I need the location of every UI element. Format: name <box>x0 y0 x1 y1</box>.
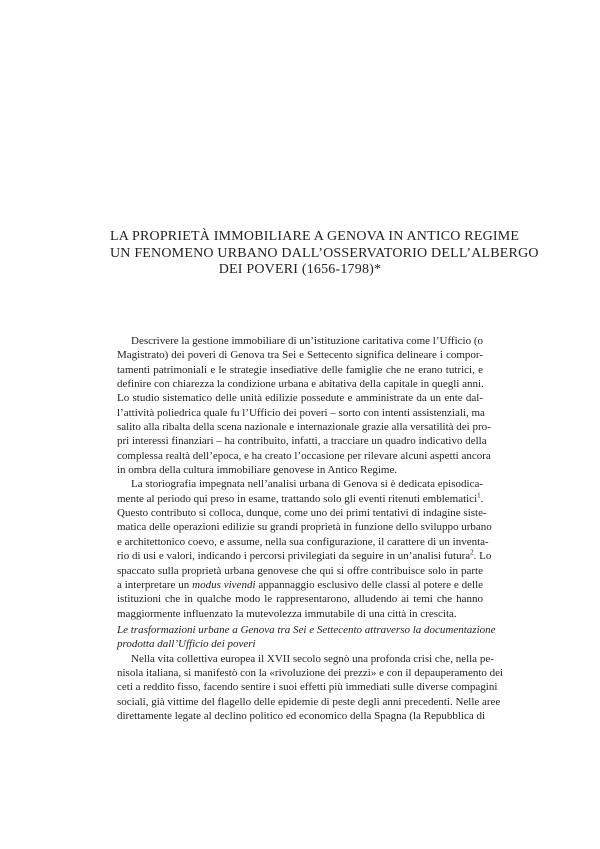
article-body <box>117 334 504 723</box>
text-line: l’attività poliedrica quale fu l’Ufficio dei poveri – sorto con intenti assistenziali, ma <box>117 406 485 419</box>
title-line-3: DEI POVERI (1656-1798)* <box>218 262 382 277</box>
text-line: tamenti patrimoniali e le strategie insediative delle famiglie che ne erano tutrici, e <box>117 363 483 376</box>
text-line: maggiormente influenzato la mutevolezza immutabile di una città in crescita. <box>117 607 457 620</box>
paragraph-1 <box>117 334 491 477</box>
text-line: Questo contributo si colloca, dunque, come uno dei primi tentativi di indagine siste- <box>117 507 487 520</box>
text-line: in ombra della cultura immobiliare genovese in Antico Regime. <box>117 464 398 477</box>
italic-term: modus vivendi <box>192 578 256 591</box>
section-heading <box>117 623 496 652</box>
text-fragment: rio di usi e valori, indicando i percorsi privilegiati da seguire in un’analisi futura <box>117 550 471 563</box>
text-line: pri interessi finanziari – ha contribuito, infatti, a tracciare un quadro indicativo della <box>117 435 487 448</box>
text-line: sociali, già vittime del flagello delle epidemie di peste degli anni precedenti. Nelle aree <box>117 695 501 708</box>
text-line: complessa realtà dell’epoca, e ha creato l’occasione per rilevare alcuni aspetti ancora <box>117 449 491 462</box>
text-line: definire con chiarezza la condizione urbana e abitativa della capitale in quegli anni. <box>117 378 484 391</box>
text-line: e architettonico coevo, e assume, nella sua configurazione, il carattere di un inventa- <box>117 535 489 548</box>
text-line: Lo studio sistematico delle unità edilizie possedute e amministrate da un ente dal- <box>117 392 483 405</box>
text-line: direttamente legate al declino politico ed economico della Spagna (la Repubblica di <box>117 709 486 722</box>
footnote-ref-1[interactable]: 1 <box>477 491 481 500</box>
text-fragment: . Lo <box>473 550 492 563</box>
text-line: La storiografia impegnata nell’analisi urbana di Genova si è dedicata episodica- <box>131 478 483 491</box>
text-line: Magistrato) dei poveri di Genova tra Sei e Settecento significa delineare i compor- <box>117 349 483 362</box>
text-fragment: appannaggio esclusivo delle classi al potere e delle <box>258 578 484 591</box>
text-fragment: mente al periodo qui preso in esame, trattando solo gli eventi ritenuti emblematici <box>117 492 478 505</box>
text-line: Nella vita collettiva europea il XVII secolo segnò una profonda crisi che, nella pe- <box>131 652 494 665</box>
text-line <box>117 578 483 592</box>
text-line: Descrivere la gestione immobiliare di un’istituzione caritativa come l’Ufficio (o <box>131 335 483 347</box>
text-line: matica delle operazioni edilizie su grandi proprietà in funzione dello sviluppo urbano <box>117 521 492 534</box>
title-line-1: LA PROPRIETÀ IMMOBILIARE A GENOVA IN ANTICO REGIME <box>110 229 520 244</box>
text-line: nisola italiana, si manifestò con la «rivoluzione dei prezzi» e con il depauperamento dei <box>117 666 504 679</box>
heading-line: Le trasformazioni urbane a Genova tra Sei e Settecento attraverso la documentazione <box>117 623 496 636</box>
text-line: istituzioni che in qualche modo le rappresentarono, alludendo ai temi che hanno <box>117 593 483 606</box>
paragraph-3 <box>117 652 504 724</box>
title-line-2: UN FENOMENO URBANO DALL’OSSERVATORIO DELL’ALBERGO <box>110 245 539 261</box>
heading-line: prodotta dall’Ufficio dei poveri <box>117 638 256 651</box>
paragraph-2 <box>117 477 492 620</box>
article-title <box>110 229 539 279</box>
text-fragment: a interpretare un <box>117 578 190 591</box>
text-line: ceti a reddito fisso, facendo sentire i suoi effetti più immediati sulle diverse compagini <box>117 681 498 694</box>
text-line: salito alla ribalta della scena nazionale e internazionale grazie alla versatilità dei pro- <box>117 421 491 434</box>
footnote-ref-2[interactable]: 2 <box>470 548 474 557</box>
text-line: spaccato sulla proprietà urbana genovese che qui si offre contribuisce solo in parte <box>117 564 483 577</box>
text-line <box>117 548 492 563</box>
text-line: mente al periodo qui preso in esame, trattando solo gli eventi ritenuti emblematici$^1$. <box>117 491 484 505</box>
